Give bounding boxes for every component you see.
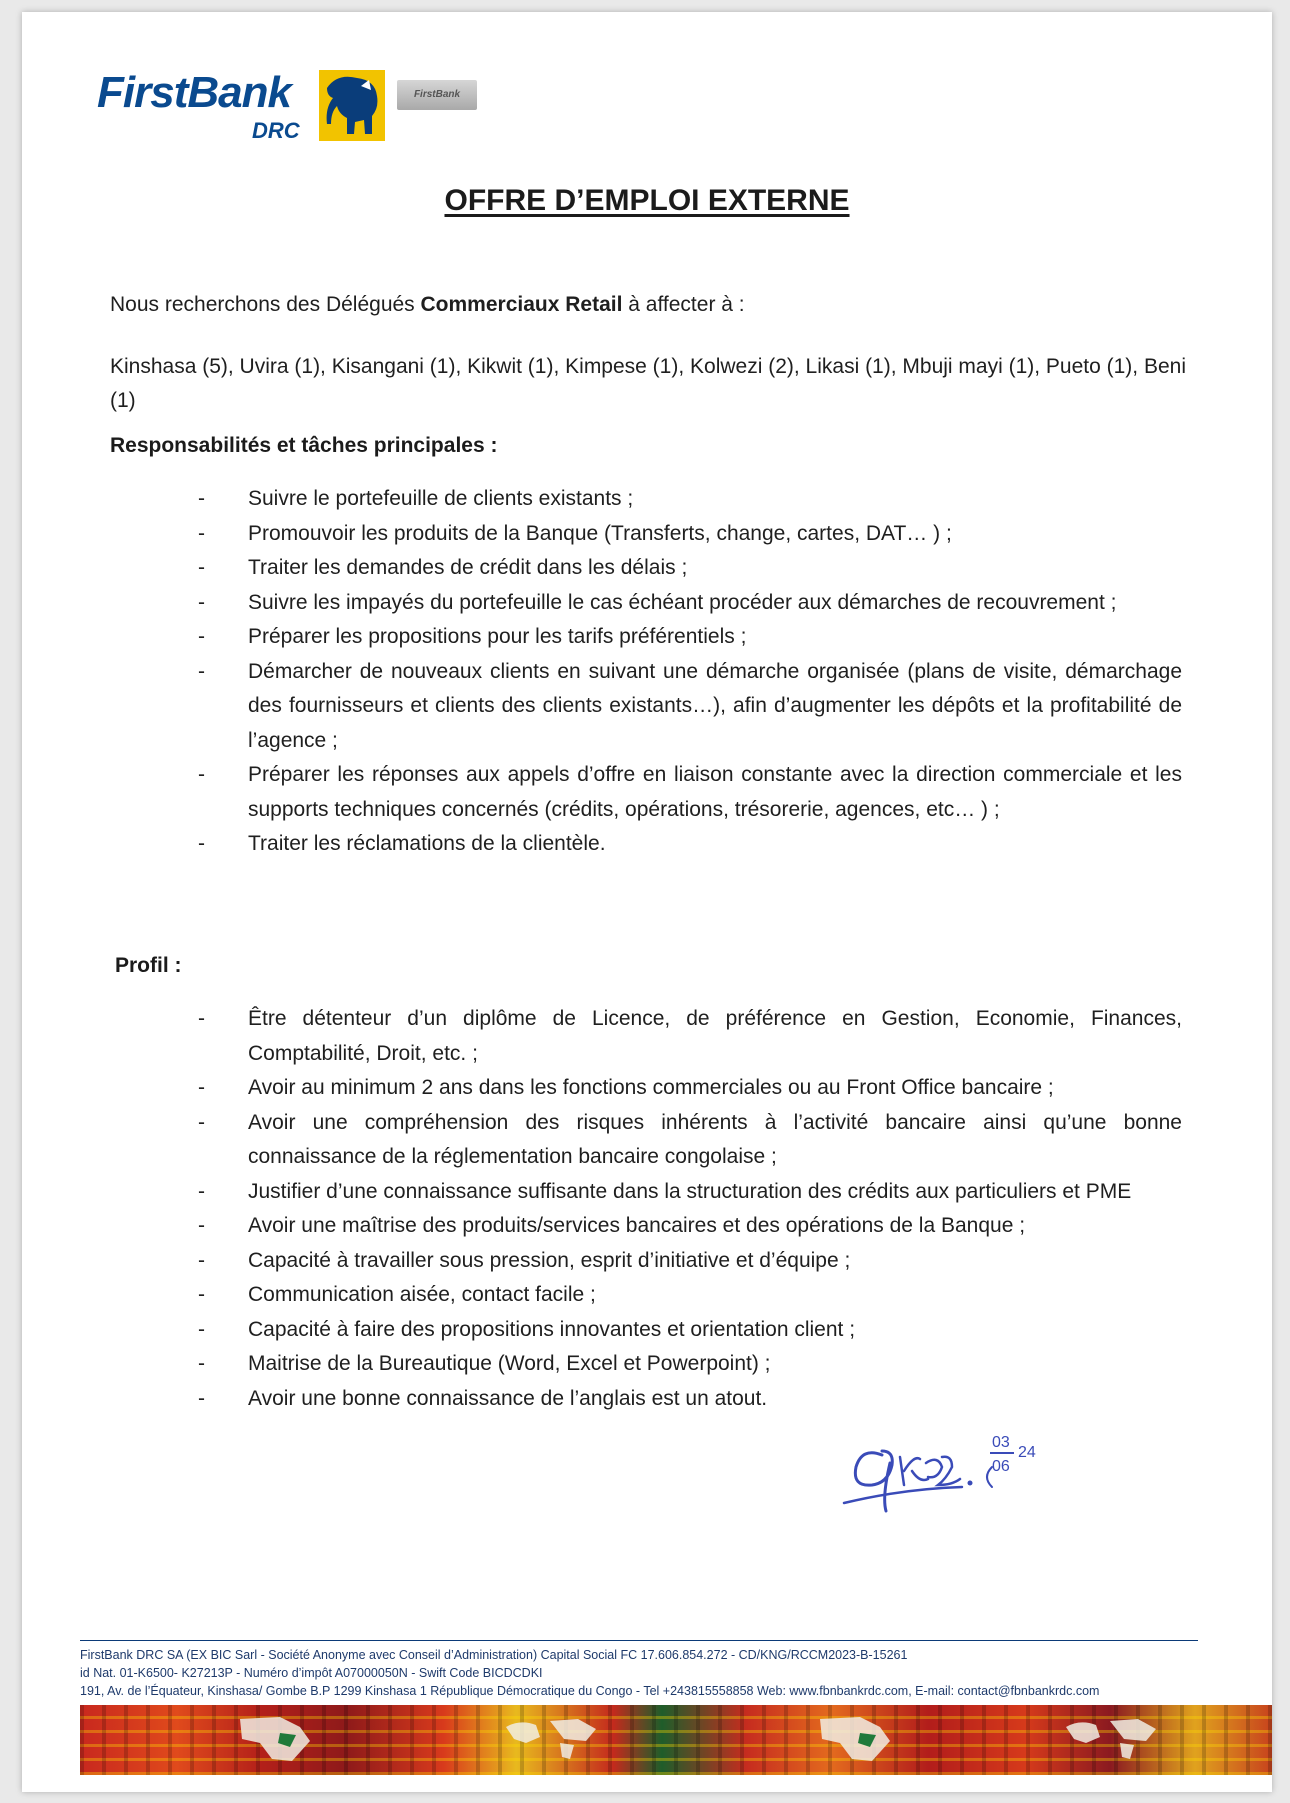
footer-legal-line: FirstBank DRC SA (EX BIC Sarl - Société Anonyme avec Conseil d’Administration) Capital Social FC 17.606.854.272 - CD/KNG/RCCM2023-B-15261: [80, 1648, 908, 1662]
africa-map-icon: [220, 1713, 340, 1765]
logo-stamp-text: FirstBank: [413, 89, 461, 100]
footer-ids-line: id Nat. 01-K6500- K27213P - Numéro d’impôt A07000050N - Swift Code BICDCDKI: [80, 1666, 543, 1680]
responsibilities-list: [192, 482, 1182, 862]
list-item: - Maitrise de la Bureautique (Word, Excel et Powerpoint) ;: [192, 1347, 1182, 1382]
signature-month: 06: [992, 1458, 1010, 1475]
footer-contact-line: 191, Av. de l’Équateur, Kinshasa/ Gombe B.P 1299 Kinshasa 1 République Démocratique du Congo - Tel +243815558858 Web: www.fbnbankrdc.com, E-mail: contact@fbnbankrdc.com: [80, 1684, 1100, 1698]
list-item: - Suivre les impayés du portefeuille le cas échéant procéder aux démarches de recouvrement ;: [192, 586, 1182, 621]
list-item: - Communication aisée, contact facile ;: [192, 1278, 1182, 1313]
profile-list: [192, 1002, 1182, 1416]
list-item: - Préparer les propositions pour les tarifs préférentiels ;: [192, 620, 1182, 655]
firstbank-logo: [72, 58, 482, 158]
list-item: - Démarcher de nouveaux clients en suivant une démarche organisée (plans de visite, démarchage des fournisseurs et clients des clients existants…), afin d’augmenter les dépôts et la profitabilité de l’agence ;: [192, 655, 1182, 759]
intro-paragraph: [110, 288, 1190, 322]
logo-hologram-stamp: [397, 80, 477, 110]
cities-list: Kinshasa (5), Uvira (1), Kisangani (1), Kikwit (1), Kimpese (1), Kolwezi (2), Likasi (1), Mbuji mayi (1), Pueto (1), Beni (1): [110, 355, 1187, 412]
profile-heading: Profil :: [115, 954, 182, 977]
list-item: - Avoir une bonne connaissance de l’anglais est un atout.: [192, 1382, 1182, 1417]
world-map-icon: [1060, 1713, 1180, 1765]
list-item: - Avoir au minimum 2 ans dans les fonctions commerciales ou au Front Office bancaire ;: [192, 1071, 1182, 1106]
intro-post: à affecter à :: [622, 293, 745, 316]
list-item: - Capacité à travailler sous pression, esprit d’initiative et d’équipe ;: [192, 1244, 1182, 1279]
responsibilities-heading: Responsabilités et tâches principales :: [110, 434, 498, 457]
list-item: - Préparer les réponses aux appels d’offre en liaison constante avec la direction commerciale et les supports techniques concernés (crédits, opérations, trésorerie, agences, etc… ) ;: [192, 758, 1182, 827]
list-item: - Traiter les demandes de crédit dans les délais ;: [192, 551, 1182, 586]
list-item: - Avoir une compréhension des risques inhérents à l’activité bancaire ainsi qu’une bonne connaissance de la réglementation bancaire congolaise ;: [192, 1106, 1182, 1175]
handwritten-signature: [842, 1427, 1092, 1517]
decorative-banner: [80, 1705, 1272, 1775]
list-item: - Avoir une maîtrise des produits/services bancaires et des opérations de la Banque ;: [192, 1209, 1182, 1244]
intro-position: Commerciaux Retail: [420, 293, 623, 316]
world-map-icon: [500, 1713, 620, 1765]
logo-sub-text: DRC: [252, 118, 300, 143]
footer-divider: [80, 1640, 1198, 1641]
page-title: OFFRE D’EMPLOI EXTERNE: [444, 184, 850, 217]
elephant-icon: [317, 68, 387, 143]
list-item: - Capacité à faire des propositions innovantes et orientation client ;: [192, 1313, 1182, 1348]
signature-year: 24: [1018, 1444, 1036, 1461]
list-item: - Justifier d’une connaissance suffisante dans la structuration des crédits aux particuliers et PME: [192, 1175, 1182, 1210]
africa-map-icon: [800, 1713, 920, 1765]
list-item: - Promouvoir les produits de la Banque (Transferts, change, cartes, DAT… ) ;: [192, 517, 1182, 552]
list-item: - Suivre le portefeuille de clients existants ;: [192, 482, 1182, 517]
list-item: - Traiter les réclamations de la clientèle.: [192, 827, 1182, 862]
logo-brand-text: FirstBank: [97, 68, 291, 117]
intro-pre: Nous recherchons des Délégués: [110, 293, 421, 316]
list-item: - Être détenteur d’un diplôme de Licence, de préférence en Gestion, Economie, Finances, Comptabilité, Droit, etc. ;: [192, 1002, 1182, 1071]
document-page: [22, 12, 1272, 1792]
signature-day: 03: [992, 1434, 1010, 1451]
